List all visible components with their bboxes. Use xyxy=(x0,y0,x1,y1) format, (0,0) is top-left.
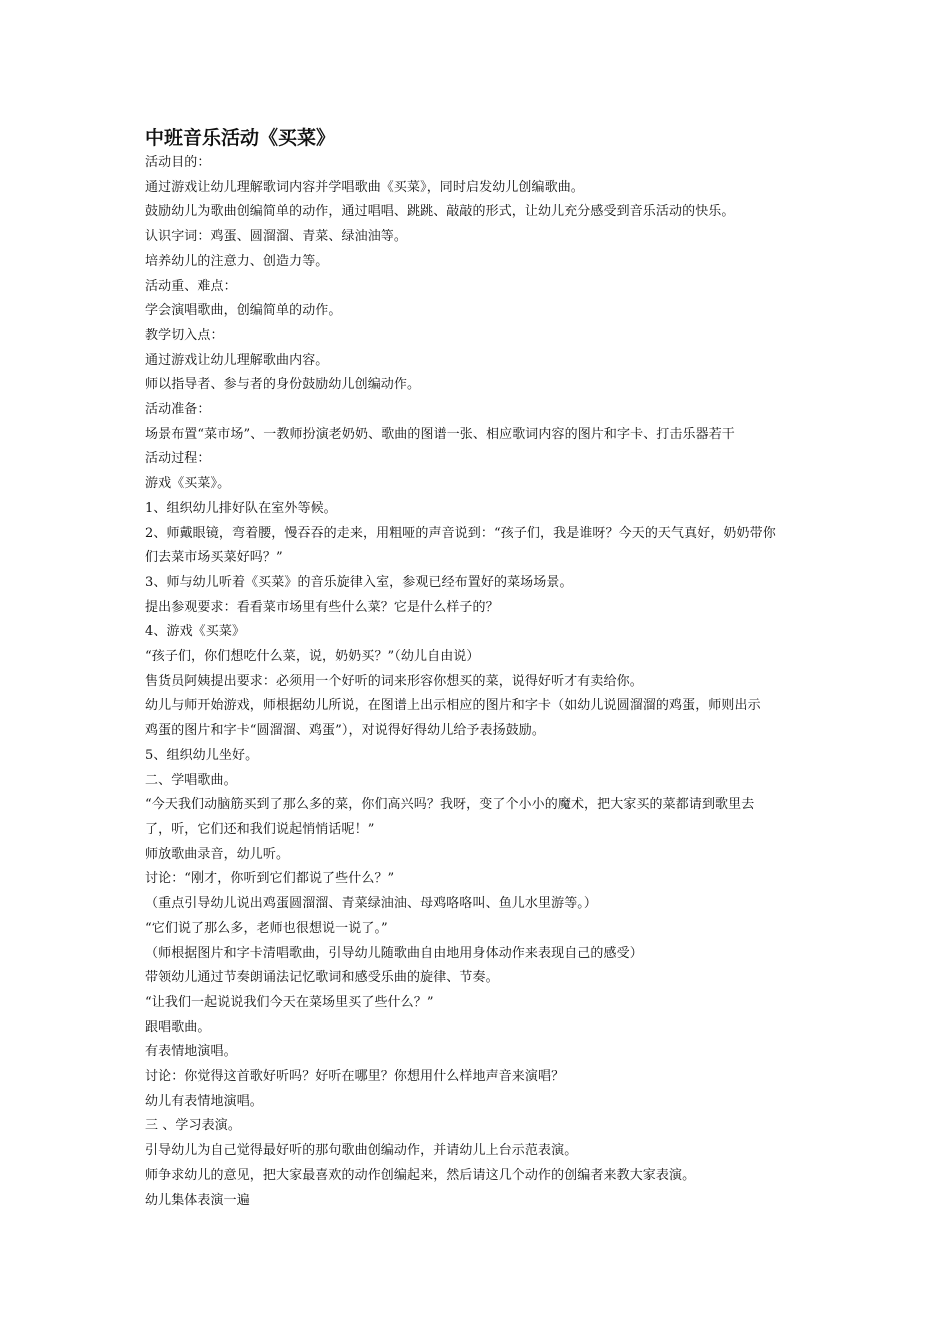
document-line: 讨论：你觉得这首歌好听吗？好听在哪里？你想用什么样地声音来演唱？ xyxy=(145,1069,565,1085)
document-line: 通过游戏让幼儿理解歌词内容并学唱歌曲《买菜》，同时启发幼儿创编歌曲。 xyxy=(145,179,584,195)
document-line: 们去菜市场买菜好吗？” xyxy=(145,550,283,566)
document-line: 讨论：“刚才，你听到它们都说了些什么？” xyxy=(145,871,395,887)
document-page xyxy=(145,125,825,1213)
document-line: 2、师戴眼镜，弯着腰，慢吞吞的走来，用粗哑的声音说到：“孩子们，我是谁呀？今天的天气真好，奶奶带你 xyxy=(145,525,776,541)
document-line: 师争求幼儿的意见，把大家最喜欢的动作创编起来，然后请这几个动作的创编者来教大家表演。 xyxy=(145,1167,696,1183)
document-line: 3、师与幼儿听着《买菜》的音乐旋律入室，参观已经布置好的菜场场景。 xyxy=(145,574,573,590)
document-line: 有表情地演唱。 xyxy=(145,1044,237,1060)
document-line: 认识字词：鸡蛋、圆溜溜、青菜、绿油油等。 xyxy=(145,229,408,245)
document-line: 二、学唱歌曲。 xyxy=(145,772,237,788)
document-line: 师以指导者、参与者的身份鼓励幼儿创编动作。 xyxy=(145,377,421,393)
document-title: 中班音乐活动《买菜》 xyxy=(145,127,336,149)
document-line: “孩子们，你们想吃什么菜，说，奶奶买？”（幼儿自由说） xyxy=(145,649,480,665)
document-line: “今天我们动脑筋买到了那么多的菜，你们高兴吗？我呀，变了个小小的魔术，把大家买的菜都请到歌里去 xyxy=(145,797,755,813)
document-line: 5、组织幼儿坐好。 xyxy=(145,747,259,763)
document-line: 4、游戏《买菜》 xyxy=(145,624,246,640)
document-line: 幼儿有表情地演唱。 xyxy=(145,1093,263,1109)
document-line: 提出参观要求：看看菜市场里有些什么菜？它是什么样子的？ xyxy=(145,599,499,615)
document-body xyxy=(145,151,825,1213)
document-line: 幼儿与师开始游戏，师根据幼儿所说，在图谱上出示相应的图片和字卡（如幼儿说圆溜溜的鸡蛋，师则出示 xyxy=(145,698,761,714)
document-line: 引导幼儿为自己觉得最好听的那句歌曲创编动作，并请幼儿上台示范表演。 xyxy=(145,1143,578,1159)
document-line: 跟唱歌曲。 xyxy=(145,1019,211,1035)
document-line: “它们说了那么多，老师也很想说一说了。” xyxy=(145,920,388,936)
document-line: “让我们一起说说我们今天在菜场里买了些什么？” xyxy=(145,994,434,1010)
document-line: 师放歌曲录音，幼儿听。 xyxy=(145,846,290,862)
document-line: 游戏《买菜》。 xyxy=(145,476,231,492)
document-line: 1、组织幼儿排好队在室外等候。 xyxy=(145,500,337,516)
document-line: 学会演唱歌曲，创编简单的动作。 xyxy=(145,303,342,319)
document-line: 活动重、难点： xyxy=(145,278,237,294)
document-line: 活动准备： xyxy=(145,402,211,418)
document-line: 带领幼儿通过节奏朗诵法记忆歌词和感受乐曲的旋律、节奏。 xyxy=(145,970,499,986)
document-line: 幼儿集体表演一遍 xyxy=(145,1192,250,1208)
document-line: 鸡蛋的图片和字卡“圆溜溜、鸡蛋”），对说得好得幼儿给予表扬鼓励。 xyxy=(145,723,545,739)
document-line: 活动过程： xyxy=(145,451,211,467)
document-line: 培养幼儿的注意力、创造力等。 xyxy=(145,253,329,269)
document-line: （重点引导幼儿说出鸡蛋圆溜溜、青菜绿油油、母鸡咯咯叫、鱼儿水里游等。） xyxy=(145,896,598,912)
document-line: （师根据图片和字卡清唱歌曲，引导幼儿随歌曲自由地用身体动作来表现自己的感受） xyxy=(145,945,643,961)
document-line: 教学切入点： xyxy=(145,327,224,343)
document-line: 售货员阿姨提出要求：必须用一个好听的词来形容你想买的菜，说得好听才有卖给你。 xyxy=(145,673,643,689)
document-line: 三 、学习表演。 xyxy=(145,1118,241,1134)
document-line: 通过游戏让幼儿理解歌曲内容。 xyxy=(145,352,329,368)
document-line: 场景布置“菜市场”、一教师扮演老奶奶、歌曲的图谱一张、相应歌词内容的图片和字卡、打击乐器若干 xyxy=(145,426,735,442)
document-line: 了，听，它们还和我们说起悄悄话呢！” xyxy=(145,821,375,837)
document-line: 活动目的： xyxy=(145,155,211,170)
document-line: 鼓励幼儿为歌曲创编简单的动作，通过唱唱、跳跳、敲敲的形式，让幼儿充分感受到音乐活动的快乐。 xyxy=(145,204,735,220)
